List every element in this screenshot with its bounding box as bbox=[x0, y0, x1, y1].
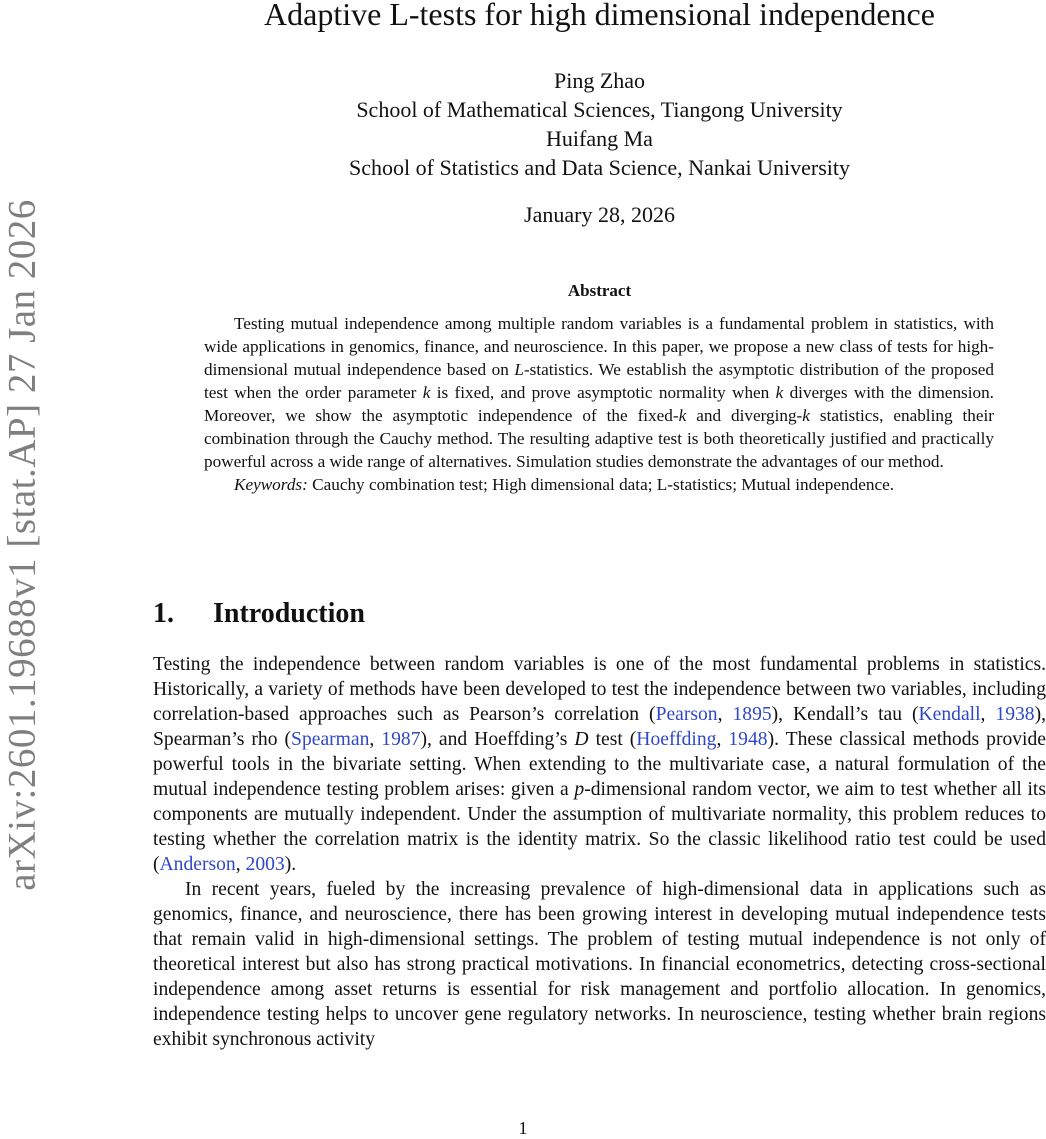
citation-link[interactable]: 1938 bbox=[995, 704, 1035, 725]
citation-link[interactable]: Anderson bbox=[159, 854, 236, 875]
section-title: Introduction bbox=[213, 598, 365, 629]
section-number: 1. bbox=[153, 598, 174, 629]
author-block bbox=[153, 66, 1046, 182]
citation-link[interactable]: 2003 bbox=[245, 854, 285, 875]
abstract-heading: Abstract bbox=[567, 281, 632, 300]
paper-title: Adaptive L-tests for high dimensional independence bbox=[264, 0, 935, 32]
author-affiliation: School of Mathematical Sciences, Tiangong University bbox=[356, 97, 843, 122]
paper-date: January 28, 2026 bbox=[524, 202, 675, 227]
abstract-body bbox=[204, 312, 994, 496]
keywords-list: Cauchy combination test; High dimensional data; L-statistics; Mutual independence. bbox=[307, 475, 894, 494]
citation-link[interactable]: Hoeffding bbox=[636, 729, 717, 750]
abstract-paragraph: Testing mutual independence among multiple random variables is a fundamental problem in statistics, with wide applications in genomics, finance, and neuroscience. In this paper, we propose a new class of tests for high-dimensional mutual independence based on L-statistics. We establish the asymptotic distribution of the proposed test when the order parameter k is fixed, and prove asymptotic normality when k diverges with the dimension. Moreover, we show the asymptotic independence of the fixed-k and diverging-k statistics, enabling their combination through the Cauchy method. The resulting adaptive test is both theoretically justified and practically powerful across a wide range of alternatives. Simulation studies demonstrate the advantages of our method. bbox=[204, 314, 994, 471]
keywords-label: Keywords: bbox=[234, 475, 308, 494]
author-affiliation: School of Statistics and Data Science, Nankai University bbox=[349, 155, 850, 180]
citation-link[interactable]: 1948 bbox=[728, 729, 768, 750]
citation-link[interactable]: Pearson bbox=[655, 704, 718, 725]
citation-link[interactable]: 1895 bbox=[732, 704, 772, 725]
body-paragraph: Testing the independence between random variables is one of the most fundamental problems in statistics. Historically, a variety of methods have been developed to test the independence between two variables, including correlation-based approaches such as Pearson’s correlation (Pearson, 1895), Kendall’s tau (Kendall, 1938), Spearman’s rho (Spearman, 1987), and Hoeffding’s D test (Hoeffding, 1948). These classical methods provide powerful tools in the bivariate setting. When extending to the multivariate case, a natural formulation of the mutual independence testing problem arises: given a p-dimensional random vector, we aim to test whether all its components are mutually independent. Under the assumption of multivariate normality, this problem reduces to testing whether the correlation matrix is the identity matrix. So the classic likelihood ratio test could be used (Anderson, 2003). bbox=[153, 654, 1046, 875]
section-heading-introduction bbox=[153, 598, 365, 630]
keywords-line bbox=[204, 473, 994, 496]
citation-link[interactable]: 1987 bbox=[381, 729, 421, 750]
arxiv-watermark: arXiv:2601.19688v1 [stat.AP] 27 Jan 2026 bbox=[0, 199, 44, 891]
page-number: 1 bbox=[518, 1118, 528, 1138]
citation-link[interactable]: Spearman bbox=[291, 729, 370, 750]
author-name: Huifang Ma bbox=[546, 126, 653, 151]
author-name: Ping Zhao bbox=[553, 68, 646, 93]
citation-link[interactable]: Kendall bbox=[918, 704, 981, 725]
body-paragraph: In recent years, fueled by the increasing prevalence of high-dimensional data in applications such as genomics, finance, and neuroscience, there has been growing interest in developing mutual independence tests that remain valid in high-dimensional settings. The problem of testing mutual independence is not only of theoretical interest but also has strong practical motivations. In financial econometrics, detecting cross-sectional independence among asset returns is essential for risk management and portfolio allocation. In genomics, independence testing helps to uncover gene regulatory networks. In neuroscience, testing whether brain regions exhibit synchronous activity bbox=[153, 879, 1046, 1050]
introduction-body bbox=[153, 652, 1046, 1052]
